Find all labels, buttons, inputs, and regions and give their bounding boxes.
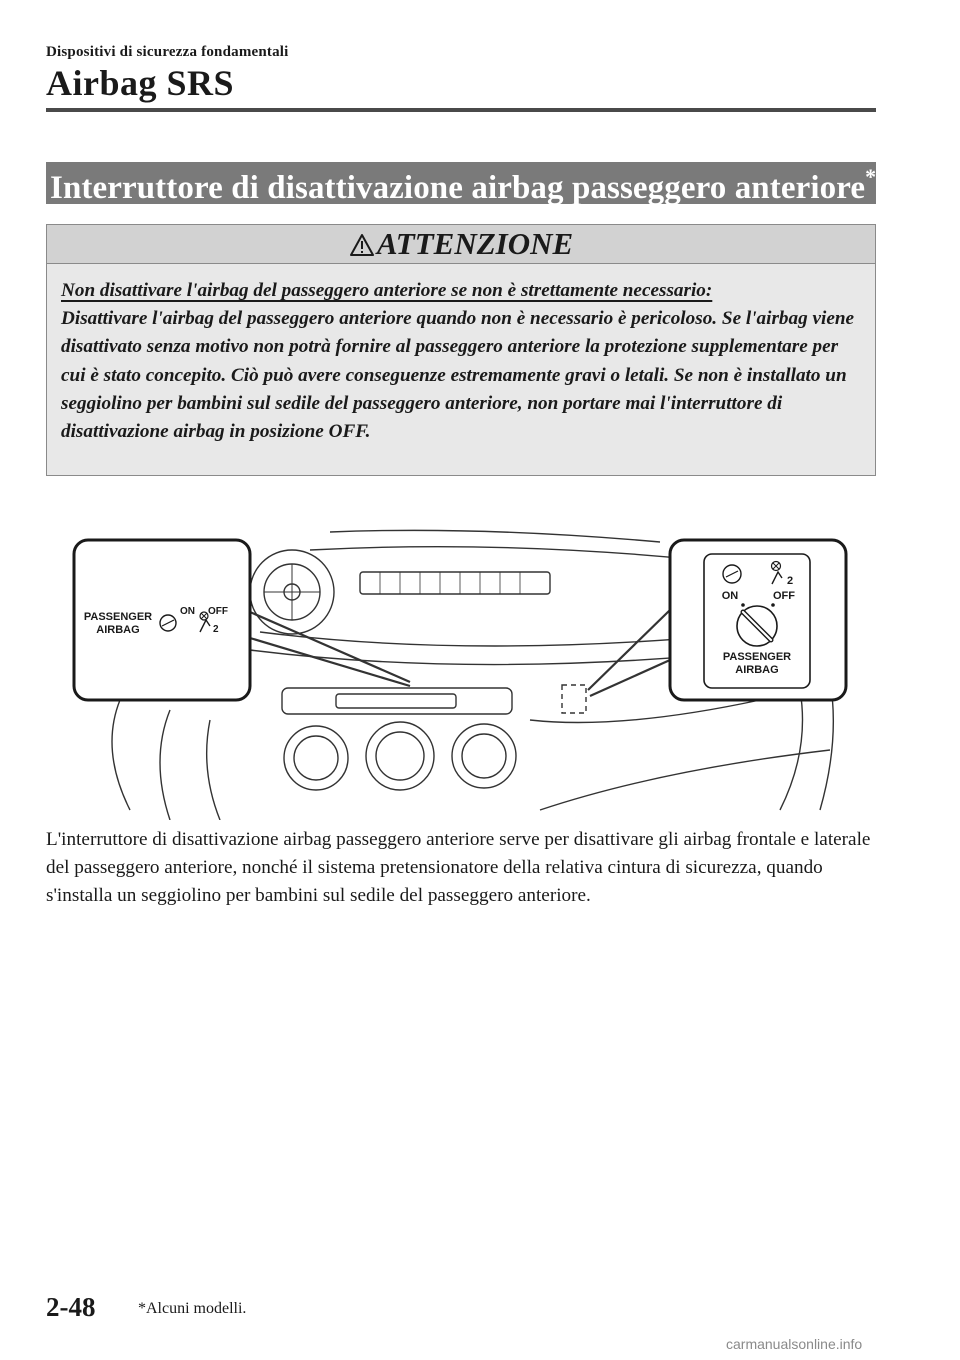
section-label: Dispositivi di sicurezza fondamentali: [46, 44, 289, 60]
footnote: *Alcuni modelli.: [138, 1300, 247, 1317]
dashboard-illustration: [60, 520, 860, 820]
section-heading: [46, 162, 876, 204]
right-callout-off: OFF: [773, 590, 795, 602]
warning-box: [46, 224, 876, 476]
warning-triangle-icon: [349, 233, 375, 257]
right-callout-num: 2: [787, 575, 794, 587]
warning-title: ATTENZIONE: [376, 226, 574, 261]
page-number: 2-48: [46, 1292, 96, 1322]
right-callout: [670, 540, 846, 700]
warning-header: [47, 225, 875, 264]
left-callout: [74, 540, 250, 700]
models-marker: *: [865, 164, 877, 189]
chapter-title: Airbag SRS: [46, 63, 235, 103]
section-heading-text: Interruttore di disattivazione airbag passeggero anteriore*: [50, 164, 877, 206]
warning-text: Disattivare l'airbag del passeggero anteriore quando non è necessario è pericoloso. Se l'airbag viene disattivato senza motivo non potrà fornire al passeggero anteriore la protezione supplementare per cui è stato concepito. Ciò può avere conseguenze estremamente gravi o letali. Se non è installato un seggiolino per bambini sul sedile del passeggero anteriore, non portare mai l'interruttore di disattivazione airbag in posizione OFF.: [61, 308, 855, 443]
right-callout-label-2: AIRBAG: [735, 664, 779, 676]
left-callout-on: ON: [180, 606, 195, 617]
left-callout-label-1: PASSENGER: [83, 611, 153, 623]
right-callout-label-1: PASSENGER: [722, 651, 792, 663]
left-callout-label-2: AIRBAG: [96, 624, 140, 636]
body-paragraph: L'interruttore di disattivazione airbag passeggero anteriore serve per disattivare gli airbag frontale e laterale del passeggero anteriore, nonché il sistema pretensionatore della relativa cintura di sicurezza, quando s'installa un seggiolino per bambini sul sedile del passeggero anteriore.: [46, 829, 871, 906]
right-callout-on: ON: [721, 590, 739, 602]
warning-body: [61, 277, 861, 446]
title-rule: [46, 108, 876, 112]
hazard-panel: [282, 688, 512, 714]
watermark: carmanualsonline.info: [726, 1336, 863, 1352]
left-callout-num: 2: [213, 624, 219, 635]
left-callout-off: OFF: [208, 606, 228, 617]
switch-location: [562, 685, 586, 713]
warning-lead: Non disattivare l'airbag del passeggero anteriore se non è strettamente necessario:: [61, 280, 713, 301]
